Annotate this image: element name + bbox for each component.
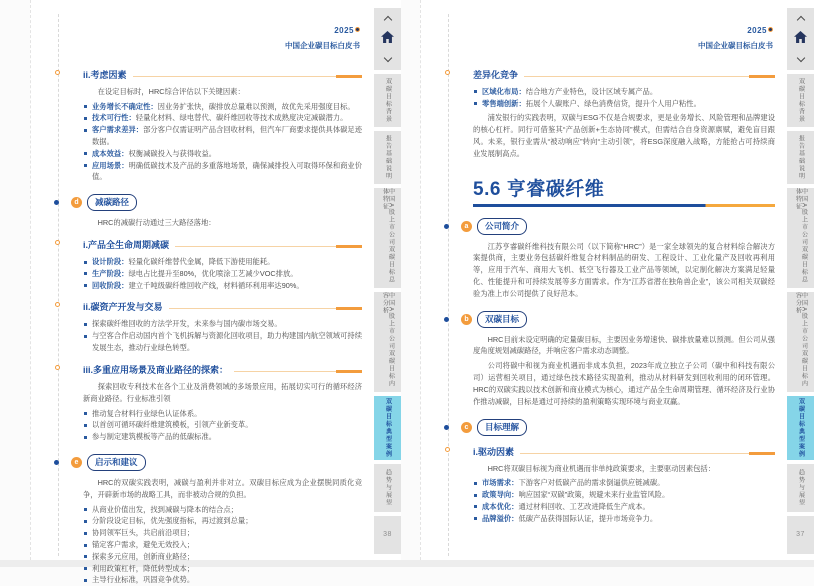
subsection-heading — [83, 68, 362, 81]
bullet-item — [83, 124, 362, 148]
bullet-item — [83, 148, 362, 160]
labeled-section-marker — [71, 194, 362, 211]
timeline-ring-icon — [55, 302, 60, 307]
bullet-item — [83, 256, 362, 268]
bullet-term: 回收阶段： — [92, 280, 129, 290]
bullet-item — [83, 318, 362, 330]
sidebar-tab-label: 趋势与展望 — [384, 469, 391, 507]
section-pill-label: 启示和建议 — [87, 454, 146, 471]
page-number-tab — [374, 516, 401, 554]
page-number: 37 — [796, 531, 805, 539]
bullet-item — [83, 515, 362, 527]
paragraph: 浦发银行的实践表明，双碳与ESG不仅是合规要求，更是业务增长、风险管理和品牌建设的核心杠杆。同行可借鉴其“产品创新+生态协同”模式，但需结合自身资源禀赋，避免盲目跟风。未来，银行业需从“被动响应”转向“主动引领”，将ESG深度融入战略，方能抢占可持续商业发展制高点。 — [473, 113, 775, 158]
paragraph: 江苏亨睿碳纤维科技有限公司（以下简称“HRC”）是一家全球领先的复合材料综合解决方案提供商，主要业务包括碳纤维复合材料制品的研发、工程设计、工业化量产及回收再利用等，应用于汽车、商用大飞机、低空飞行器及工业产品等领域，以定制化解决方案满足轻量化、性能提升和可持续发展等多方面需求。作为“江苏省潜在独角兽企业”，该公司相关双碳经验为准上市公司提供了良好范本。 — [473, 241, 775, 298]
sidebar-tab-label: 双碳目标典型案例 — [797, 398, 804, 459]
page-number: 38 — [383, 531, 392, 539]
bullet-item — [83, 551, 362, 563]
bullet-item — [83, 268, 362, 280]
subsection-heading-text: i.驱动因素 — [473, 446, 515, 457]
nav-tab[interactable] — [787, 8, 814, 70]
bullet-text: 从商业价值出发，找到减碳与降本的结合点； — [92, 504, 238, 514]
sidebar-tab-label: 双碳目标背景 — [384, 78, 391, 124]
bullet-item — [83, 330, 362, 354]
bullet-list — [83, 318, 362, 353]
bullet-text: 利用政策杠杆，降低转型成本； — [92, 563, 195, 573]
bullet-term: 设计阶段： — [92, 257, 129, 267]
bullet-text: 权衡减碳投入与获得收益。 — [128, 148, 217, 158]
subsection-heading-text: iii.多重应用场景及商业路径的探索： — [83, 364, 229, 375]
subsection-heading — [83, 363, 362, 376]
section-pill-label: 目标理解 — [477, 419, 527, 436]
bullet-text: 分阶段设定目标，优先强度指标，再过渡到总量； — [92, 516, 253, 526]
sidebar-tabs — [787, 0, 814, 560]
sidebar-tab-label: 报告基础说明 — [384, 135, 391, 181]
bullet-item — [83, 563, 362, 575]
section-pill-label: 减碳路径 — [87, 194, 137, 211]
section-pill-label: 公司简介 — [477, 218, 527, 235]
chevron-down-icon[interactable] — [383, 54, 391, 62]
sidebar-tab-2[interactable] — [787, 188, 814, 288]
bullet-text: 因业务扩张快，碳排放总量难以预测，故优先采用强度目标。 — [157, 101, 355, 111]
bullet-term: 市场需求： — [482, 478, 519, 488]
bullet-text: 绿电占比提升至80%，优化喷涂工艺减少VOC排放。 — [128, 268, 298, 278]
timeline-ring-icon — [55, 365, 60, 370]
letter-badge: d — [71, 197, 82, 208]
timeline-dot-icon — [54, 460, 59, 465]
sidebar-tab-label: 报告基础说明 — [797, 135, 804, 181]
timeline-dot-icon — [54, 200, 59, 205]
heading-accent-rule — [234, 371, 362, 372]
sidebar-tab-label: 双碳目标背景 — [797, 78, 804, 124]
home-icon[interactable] — [381, 30, 394, 48]
sidebar-tab-0[interactable] — [374, 74, 401, 127]
subsection-heading-text: i.产品全生命周期减碳 — [83, 240, 170, 251]
bullet-item — [473, 477, 775, 489]
heading-accent-rule — [133, 76, 362, 77]
letter-badge: c — [461, 422, 472, 433]
home-icon[interactable] — [794, 30, 807, 48]
bullet-list — [83, 504, 362, 586]
sidebar-tab-0[interactable] — [787, 74, 814, 127]
bullet-item — [83, 101, 362, 113]
page-content-right — [421, 0, 787, 560]
white-paper-title: 中国企业碳目标白皮书 — [698, 40, 773, 50]
sidebar-tab-5[interactable] — [787, 464, 814, 512]
sidebar-tab-1[interactable] — [787, 131, 814, 184]
heading-accent-rule — [524, 76, 775, 77]
timeline-ring-icon — [445, 70, 450, 75]
bullet-text: 下游客户对低碳产品的需求倒逼供应链减碳。 — [518, 478, 665, 488]
letter-badge: b — [461, 314, 472, 325]
content-blocks — [31, 51, 374, 586]
bullet-term: 区域化布局： — [482, 86, 526, 96]
letter-badge: a — [461, 221, 472, 232]
labeled-section-marker — [461, 419, 775, 436]
bullet-item — [83, 431, 362, 443]
page-content-left — [31, 0, 374, 585]
subsection-heading — [83, 238, 362, 251]
bullet-text: 结合地方产业特色，设计区域专属产品。 — [525, 86, 658, 96]
bullet-text: 协同领军巨头，共启前沿项目； — [92, 528, 195, 538]
bullet-text: 参与制定建筑模板等产品的低碳标准。 — [92, 432, 217, 442]
page-header — [31, 0, 374, 51]
timeline-ring-icon — [55, 70, 60, 75]
sidebar-tab-1[interactable] — [374, 131, 401, 184]
sidebar-tab-label: 中国A股上市公司双碳目标总体特征 — [794, 188, 807, 284]
bullet-list — [83, 256, 362, 291]
subsection-heading — [473, 68, 775, 81]
bullet-term: 业务增长不确定性： — [92, 101, 158, 111]
edition-year: 2025 — [747, 26, 767, 35]
bullet-text: 锚定客户需求，避免无效投入； — [92, 540, 195, 550]
chevron-up-icon[interactable] — [383, 16, 391, 24]
bullet-text: 部分客户仅需证明产品含回收材料，但汽车厂商要求提供具体碳足迹数据。 — [92, 125, 363, 146]
sidebar-tabs — [374, 0, 401, 560]
paragraph: HRC将双碳目标视为商业机遇而非单纯政策要求，主要驱动因素包括： — [487, 463, 716, 473]
bullet-term: 成本优化： — [482, 501, 519, 511]
paragraph: 探索回收专利技术在各个工业及消费领域的多场景应用，拓展切实可行的循环经济新商业路径。行业标准引领 — [83, 381, 362, 403]
bullet-text: 探索多元应用，创新商业路径； — [92, 551, 195, 561]
bullet-item — [83, 504, 362, 516]
bullet-item — [473, 86, 775, 98]
bullet-item — [83, 574, 362, 586]
section-heading — [473, 174, 775, 207]
bullet-text: 与空客合作启动国内首个飞机拆解与资源化回收项目，助力构建国内航空领域可持续发展生态，推动行业绿色转型。 — [92, 331, 362, 353]
sidebar-tab-5[interactable] — [374, 464, 401, 512]
bullet-text: 以首创可循环碳纤维建筑模板，引领产业新变革。 — [92, 420, 253, 430]
bullet-text: 轻量化碳纤维替代金属，降低下游使用能耗。 — [128, 257, 275, 267]
bullet-term: 成本效益： — [92, 148, 129, 158]
document-page-left — [30, 0, 401, 585]
paragraph: HRC的双碳实践表明，减碳与盈利并非对立。双碳目标应成为企业摆脱同质化竞争，开辟新市场的战略工具，而非被动合规的负担。 — [83, 477, 362, 499]
bullet-text: 明确低碳技术及产品的多重落地场景，确保减排投入可取得环保和商业价值。 — [92, 160, 363, 182]
timeline-dot-icon — [444, 317, 449, 322]
sidebar-tab-label: 中国A股上市公司双碳目标总体特征 — [381, 188, 394, 284]
chevron-up-icon[interactable] — [796, 16, 804, 24]
paragraph: 公司将碳中和视为商业机遇而非成本负担，2023年成立独立子公司（碳中和科技有限公司）运营相关项目，通过绿色技术路径实现盈利，推动从材料研发到回收利用的闭环管理。HRC的双碳实践以技术创新和商业模式为核心，通过产品全生命周期管理、循环经济及行业协作推动减碳，目标是通过可持续的盈利策略实现环境与商业双赢。 — [473, 361, 775, 406]
subsection-heading-text: ii.碳资产开发与交易 — [83, 302, 163, 313]
heading-accent-rule — [175, 246, 362, 247]
subsection-heading-text: ii.考虑因素 — [83, 69, 127, 80]
bullet-item — [473, 501, 775, 513]
heading-accent-rule — [520, 453, 775, 454]
paragraph: 在设定目标时，HRC综合评估以下关键因素： — [97, 86, 245, 96]
bullet-text: 探索碳纤维回收的方法学开发，未来参与国内碳市场交易。 — [92, 319, 282, 329]
bullet-term: 客户需求差异： — [92, 125, 144, 135]
edition-year: 2025 — [334, 26, 354, 35]
bullet-text: 通过材料回收、工艺改进降低生产成本。 — [518, 501, 650, 511]
content-blocks — [421, 51, 787, 525]
bullet-term: 品牌溢价： — [482, 513, 519, 523]
bullet-item — [83, 280, 362, 292]
bullet-item — [83, 419, 362, 431]
bullet-item — [83, 112, 362, 124]
nav-tab[interactable] — [374, 8, 401, 70]
paragraph: HRC的减碳行动通过三大路径落地： — [97, 218, 216, 228]
bullet-text: 建立千吨级碳纤维回收产线，材料循环利用率达90%。 — [128, 280, 304, 290]
letter-badge: e — [71, 457, 82, 468]
timeline-dot-icon — [444, 425, 449, 430]
bullet-list — [83, 408, 362, 443]
bullet-text: 推动复合材料行业绿色认证体系。 — [92, 408, 202, 418]
bullet-item — [83, 160, 362, 184]
bullet-text: 轻量化材料、绿电替代、碳纤维回收等技术成熟度决定减碳潜力。 — [135, 113, 348, 123]
page-number-tab — [787, 516, 814, 554]
section-heading-text: 5.6 亨睿碳纤维 — [473, 178, 605, 200]
bullet-text: 拓展个人碳账户、绿色消费信贷，提升个人用户粘性。 — [525, 98, 701, 108]
bullet-item — [473, 98, 775, 110]
bullet-item — [83, 527, 362, 539]
logo-dot-icon — [355, 27, 360, 32]
labeled-section-marker — [71, 454, 362, 471]
bullet-item — [83, 408, 362, 420]
bullet-item — [473, 513, 775, 525]
sidebar-tab-2[interactable] — [374, 188, 401, 288]
subsection-heading-text: 差异化竞争 — [473, 69, 519, 80]
bullet-term: 零售端创新： — [482, 98, 526, 108]
bullet-term: 生产阶段： — [92, 268, 129, 278]
bullet-list — [83, 101, 362, 184]
logo-dot-icon — [768, 27, 773, 32]
subsection-heading — [83, 300, 362, 313]
labeled-section-marker — [461, 218, 775, 235]
sidebar-tab-4[interactable] — [787, 396, 814, 460]
paragraph: HRC目前未设定明确的定量碳目标，主要因业务增速快、碳排放量难以预测。但公司从强度角度规划减碳路径，并响应客户需求动态调整。 — [473, 334, 775, 356]
bullet-item — [83, 539, 362, 551]
chevron-down-icon[interactable] — [796, 54, 804, 62]
sidebar-tab-3[interactable] — [787, 292, 814, 392]
white-paper-title: 中国企业碳目标白皮书 — [285, 40, 360, 50]
sidebar-tab-label: 中国A股上市公司双碳目标内容分析 — [794, 292, 807, 388]
section-pill-label: 双碳目标 — [477, 311, 527, 328]
sidebar-tab-4[interactable] — [374, 396, 401, 460]
bullet-list — [473, 86, 775, 110]
bullet-term: 政策导向： — [482, 490, 519, 500]
bullet-text: 低碳产品获得国际认证，提升市场竞争力。 — [518, 513, 658, 523]
page-header — [421, 0, 787, 51]
subsection-heading — [473, 445, 775, 458]
sidebar-tab-label: 双碳目标典型案例 — [384, 398, 391, 459]
timeline-ring-icon — [445, 447, 450, 452]
bullet-text: 主导行业标准，巩固竞争优势。 — [92, 575, 195, 585]
sidebar-tab-label: 趋势与展望 — [797, 469, 804, 507]
timeline-dot-icon — [444, 224, 449, 229]
sidebar-tab-3[interactable] — [374, 292, 401, 392]
document-page-right — [420, 0, 814, 560]
heading-accent-rule — [169, 308, 362, 309]
sidebar-tab-label: 中国A股上市公司双碳目标内容分析 — [381, 292, 394, 388]
section-heading-rule — [473, 204, 775, 207]
timeline-ring-icon — [55, 240, 60, 245]
labeled-section-marker — [461, 311, 775, 328]
bullet-item — [473, 489, 775, 501]
bullet-list — [473, 477, 775, 524]
bullet-term: 技术可行性： — [92, 113, 136, 123]
bullet-term: 应用场景： — [92, 160, 129, 170]
bullet-text: 响应国家“双碳”政策，规避未来行业监管风险。 — [518, 490, 670, 500]
